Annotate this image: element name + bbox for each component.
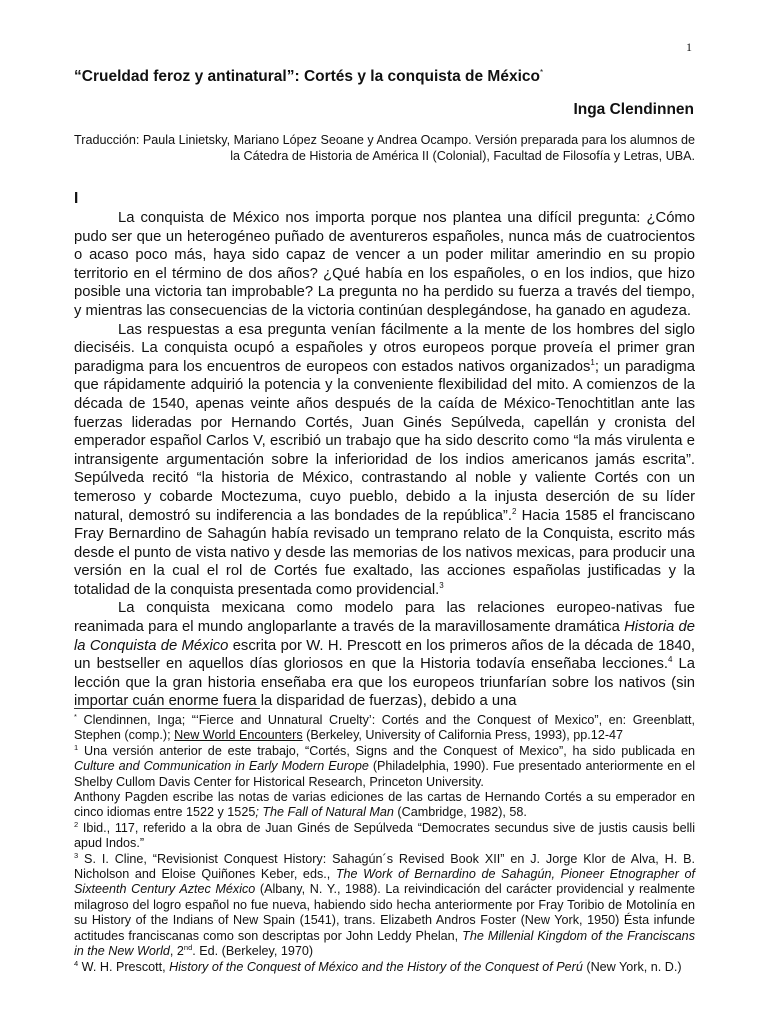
footnote-pagden <box>74 790 695 821</box>
paragraph-3 <box>74 599 695 711</box>
footnote-3-book-2: The Millenial Kingdom of the Franciscans in the New World <box>74 928 695 959</box>
footnote-4-text-a: W. H. Prescott, <box>78 959 170 974</box>
footnote-pagden-book: ; The Fall of Natural Man <box>255 805 394 820</box>
section-heading: I <box>74 190 79 207</box>
footnote-star <box>74 713 695 744</box>
paragraph-1: La conquista de México nos importa porque nos plantea una difícil pregunta: ¿Cómo pudo ser que un heterogéneo puñado de aventureros españoles, nunca más de cuatrocientos o acaso poco más, haya sido capaz de vencer a un poder militar amerindio en su propio territorio en el término de dos años? ¿Qué había en los españoles, o en los indios, que hizo posible una victoria tan improbable? La pregunta no ha perdido su fuerza a través del tiempo, y mientras las consecuencias de la victoria continúan desplegándose, ha ganado en agudeza. <box>74 210 695 319</box>
footnote-star-text-b: (Berkeley, University of California Press, 1993), pp.12-47 <box>302 728 624 743</box>
paragraph-2 <box>74 321 695 600</box>
footnote-ref-2: 2 <box>511 506 517 516</box>
footnote-4-text-b: (New York, n. D.) <box>582 959 682 974</box>
footnote-3-text-a: S. I. Cline, “Revisionist Conquest History: Sahagún´s Revised Book XII” en J. Jorge Klor de Alva, H. B. Nicholson and Eloise Quiñones Keber, eds., <box>74 851 695 882</box>
footnote-2 <box>74 821 695 852</box>
author-name: Inga Clendinnen <box>573 101 694 118</box>
footnote-1-book: Culture and Communication in Early Modern Europe <box>74 759 369 774</box>
footnote-4 <box>74 960 695 975</box>
title-footnote-mark: * <box>539 68 544 77</box>
footnote-ref-4: 4 <box>667 655 673 665</box>
p3-text-c: La lección que la gran historia enseñaba era que los europeos triunfarían sobre los nativos (sin importar cuán enorme fuera la disparidad de fuerzas), debido a una <box>74 656 696 710</box>
translation-note: Traducción: Paula Linietsky, Mariano López Seoane y Andrea Ocampo. Versión preparada para los alumnos de la Cátedra de Historia de América II (Colonial), Facultad de Filosofía y Letras, UBA. <box>74 133 695 163</box>
footnote-1 <box>74 744 695 790</box>
footnote-star-book: New World Encounters <box>174 728 303 743</box>
footnote-ref-1: 1 <box>590 357 595 367</box>
footnote-1-mark: 1 <box>74 742 79 752</box>
footnote-3-mark: 3 <box>74 850 79 860</box>
footnote-pagden-text-b: (Cambridge, 1982), 58. <box>393 805 527 820</box>
footnote-star-mark: * <box>74 711 77 721</box>
p2-text-a: Las respuestas a esa pregunta venían fácilmente a la mente de los hombres del siglo dieciséis. La conquista ocupó a españoles y otros europeos porque proveía el primer gran paradigma para los encuentros de europeos con estados nativos organizados <box>74 321 695 375</box>
footnote-3-ordinal: nd <box>183 942 193 952</box>
footnote-3 <box>74 852 695 960</box>
footnote-ref-3: 3 <box>439 580 444 590</box>
footnote-4-book: History of the Conquest of México and the History of the Conquest of Perú <box>169 959 583 974</box>
footnote-4-mark: 4 <box>74 958 79 968</box>
footnote-2-text: Ibid., 117, referido a la obra de Juan Ginés de Sepúlveda “Democrates secundus sive de justis causis belli apud Indos.” <box>74 820 695 851</box>
p3-text-a: La conquista mexicana como modelo para las relaciones europeo-nativas fue reanimada para el mundo angloparlante a través de la maravillosamente dramática <box>74 600 695 636</box>
footnote-1-text-b: (Philadelphia, 1990). Fue presentado anteriormente en el Shelby Cullom Davis Center for Historical Research, Princeton University. <box>74 759 696 789</box>
title-text: “Crueldad feroz y antinatural”: Cortés y la conquista de México <box>74 68 540 86</box>
p3-book-title: Historia de la Conquista de México <box>74 619 695 654</box>
footnote-3-text-b: (Albany, N. Y., 1988). La reivindicación del carácter providencial y realmente milagroso del logro español no fue nueva, habiendo sido hecha anteriormente por Fray Toribio de Motolinía en su History of the Indians of New Spain (1541), trans. Elizabeth Andros Foster (New York, 1950) Ésta infunde actitudes franciscanas como son descriptas por John Leddy Phelan, <box>74 882 695 943</box>
footnote-3-text-d: . Ed. (Berkeley, 1970) <box>192 944 314 959</box>
page-number: 1 <box>686 40 692 54</box>
p2-text-c: Hacia 1585 el franciscano Fray Bernardino de Sahagún había revisado un temprano relato de la Conquista, escrito más desde el punto de vista nativo y desde las memorias de los nativos mexicas, para producir una versión en la cual el rol de Cortés fue exaltado, las acciones españolas justificadas y la totalidad de la conquista presentada como providencial. <box>74 507 695 598</box>
p3-text-b: escrita por W. H. Prescott en los primeros años de la década de 1840, un bestseller en aquellos días gloriosos en que la Historia todavía enseñaba lecciones. <box>74 637 695 673</box>
page-title <box>74 68 543 86</box>
footnote-pagden-text-a: Anthony Pagden escribe las notas de varias ediciones de las cartas de Hernando Cortés a su emperador en cinco idiomas entre 1522 y 1525 <box>74 790 695 820</box>
p2-text-b: ; un paradigma que rápidamente adquirió la potencia y la conveniente flexibilidad del mito. A comienzos de la década de 1540, apenas veinte años después de la caída de México-Tenochtitlan ante las fuerzas lideradas por Hernando Cortés, Juan Ginés Sepúlveda, capellán y cronista del emperador español Carlos V, escribió un trabajo que ha sido descrito como “la más virulenta e intransigente argumentación sobre la inferioridad de los indios americanos jamás escrita”. Sepúlveda recitó “la historia de México, contrastando al noble y valiente Cortés con un temeroso y cobarde Moctezuma, cuyo pueblo, debido a la injusta deserción de su líder natural, demostró su indiferencia a las bondades de la república”. <box>74 358 695 524</box>
footnote-3-book-1: The Work of Bernardino de Sahagún, Pioneer Etnographer of Sixteenth Century Aztec México <box>74 867 695 897</box>
footnote-star-text-a: Clendinnen, Inga; “‘Fierce and Unnatural Cruelty’: Cortés and the Conquest of Mexico”, en: Greenblatt, Stephen (comp.); <box>74 713 695 743</box>
footnote-3-text-c: , 2 <box>169 944 184 959</box>
footnote-1-text-a: Una versión anterior de este trabajo, “Cortés, Signs and the Conquest of Mexico”, ha sido publicada en <box>78 743 695 758</box>
footnote-separator <box>74 708 260 709</box>
footnotes <box>74 713 695 975</box>
footnote-2-mark: 2 <box>74 819 79 829</box>
body-text <box>74 209 695 711</box>
